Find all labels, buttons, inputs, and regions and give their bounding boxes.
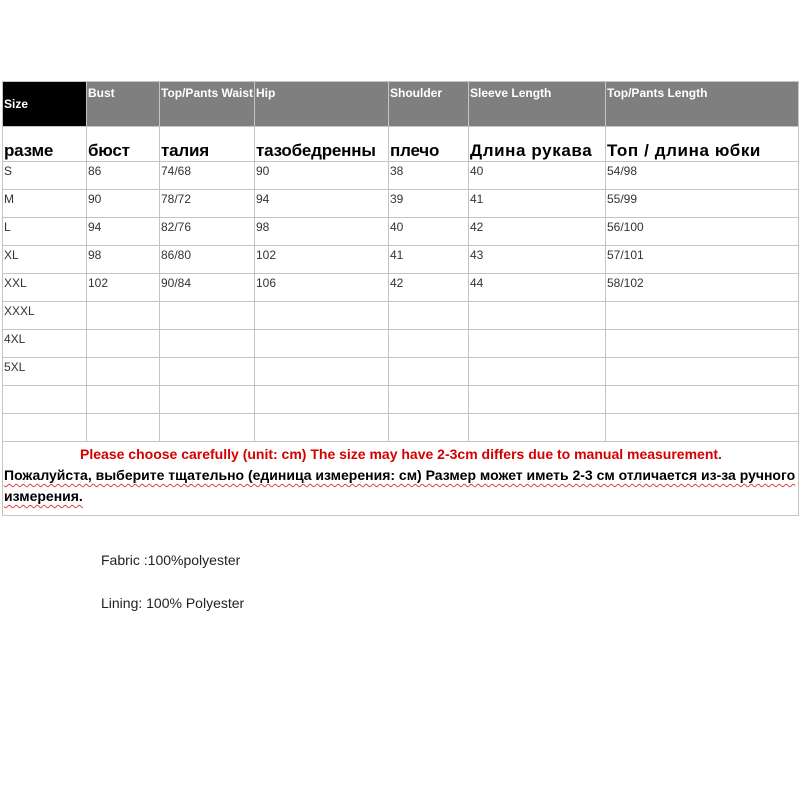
table-cell: 42 [389,274,469,302]
table-cell [160,386,255,414]
table-cell: 106 [255,274,389,302]
table-cell: XXXL [3,302,87,330]
size-row [3,330,799,358]
table-cell: 90 [87,190,160,218]
table-cell [389,414,469,442]
table-cell [87,414,160,442]
table-cell [389,302,469,330]
table-cell [255,302,389,330]
table-cell: 98 [255,218,389,246]
header-ru-cell-waist: талия [160,127,255,162]
table-cell [469,358,606,386]
size-chart-table [2,81,799,516]
header-cell-sleeve-length: Sleeve Length [469,82,606,127]
table-cell: 82/76 [160,218,255,246]
table-cell [469,414,606,442]
table-cell: 74/68 [160,162,255,190]
table-cell: 57/101 [606,246,799,274]
table-cell: 94 [87,218,160,246]
table-cell [469,330,606,358]
table-cell: 90/84 [160,274,255,302]
table-cell [160,358,255,386]
note-row [3,442,799,516]
lining-info: Lining: 100% Polyester [101,595,245,611]
header-cell-waist: Top/Pants Waist [160,82,255,127]
table-cell [87,386,160,414]
size-row [3,218,799,246]
table-cell: 44 [469,274,606,302]
header-cell-size: Size [3,82,87,127]
table-cell: 102 [87,274,160,302]
table-cell: L [3,218,87,246]
table-cell: XXL [3,274,87,302]
table-cell [606,302,799,330]
header-ru-cell-bust: бюст [87,127,160,162]
table-cell [255,330,389,358]
table-cell: 86 [87,162,160,190]
table-cell: M [3,190,87,218]
header-ru-row [3,127,799,162]
table-cell [606,358,799,386]
size-rows [3,162,799,442]
table-cell [606,330,799,358]
size-row [3,246,799,274]
size-row [3,386,799,414]
table-cell: 40 [469,162,606,190]
table-cell [255,414,389,442]
table-cell: 41 [469,190,606,218]
table-cell [255,386,389,414]
table-cell: 86/80 [160,246,255,274]
note-russian: Пожалуйста, выберите тщательно (единица измерения: см) Размер может иметь 2-3 см отличается из-за ручного измерения. [4,467,796,504]
table-cell [389,386,469,414]
header-cell-hip: Hip [255,82,389,127]
table-cell: 58/102 [606,274,799,302]
table-cell [87,358,160,386]
note-english: Please choose carefully (unit: cm) The size may have 2-3cm differs due to manual measurement. [80,446,722,462]
header-ru-cell-length: Топ / длина юбки [606,127,799,162]
table-cell [160,330,255,358]
table-cell: 90 [255,162,389,190]
size-row [3,414,799,442]
table-cell: 4XL [3,330,87,358]
table-cell [87,330,160,358]
header-cell-shoulder: Shoulder [389,82,469,127]
table-cell [160,302,255,330]
table-cell: 38 [389,162,469,190]
table-cell [87,302,160,330]
table-cell: 43 [469,246,606,274]
table-cell: S [3,162,87,190]
table-cell: 42 [469,218,606,246]
header-cell-bust: Bust [87,82,160,127]
header-ru-cell-sleeve-length: Длина рукава [469,127,606,162]
header-cell-length: Top/Pants Length [606,82,799,127]
table-cell: 102 [255,246,389,274]
table-cell: 5XL [3,358,87,386]
size-row [3,302,799,330]
table-cell [469,302,606,330]
size-row [3,190,799,218]
table-cell: 39 [389,190,469,218]
size-row [3,162,799,190]
table-cell [606,414,799,442]
table-cell: 56/100 [606,218,799,246]
header-ru-cell-hip: тазобедренны [255,127,389,162]
table-cell: 94 [255,190,389,218]
table-cell: XL [3,246,87,274]
table-cell [3,386,87,414]
header-ru-cell-size: разме [3,127,87,162]
size-row [3,274,799,302]
table-cell [3,414,87,442]
header-row [3,82,799,127]
table-cell: 55/99 [606,190,799,218]
table-cell: 54/98 [606,162,799,190]
table-cell [389,358,469,386]
table-cell [469,386,606,414]
table-cell: 78/72 [160,190,255,218]
table-cell [160,414,255,442]
table-cell [389,330,469,358]
table-cell: 98 [87,246,160,274]
table-cell: 41 [389,246,469,274]
fabric-info: Fabric :100%polyester [101,552,241,568]
note-cell [3,442,799,516]
size-row [3,358,799,386]
table-cell [255,358,389,386]
table-cell [606,386,799,414]
header-ru-cell-shoulder: плечо [389,127,469,162]
table-cell: 40 [389,218,469,246]
